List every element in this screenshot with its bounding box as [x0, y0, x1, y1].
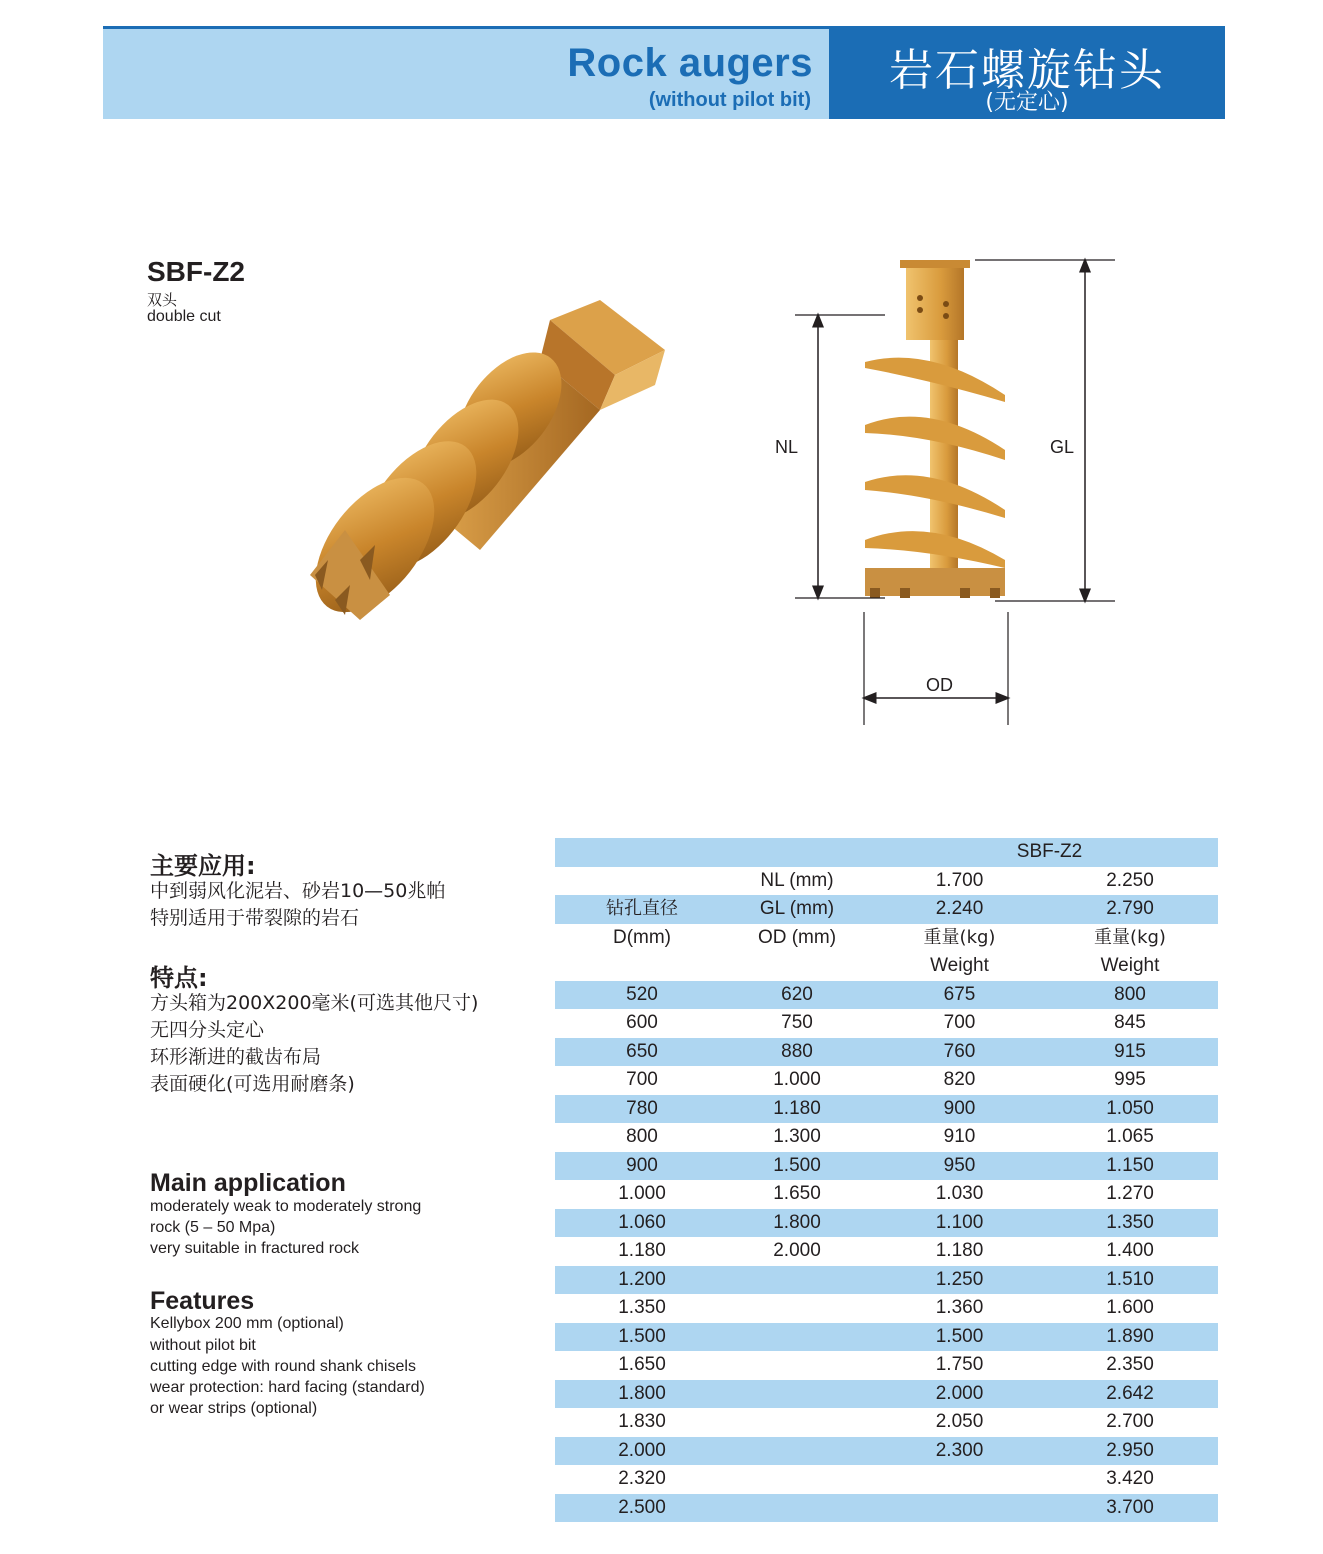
table-cell-d: 1.180 — [618, 1240, 666, 1261]
table-cell-od — [722, 1465, 872, 1494]
features-line: wear protection: hard facing (standard) — [150, 1379, 425, 1396]
weight-en-header-b: Weight — [1100, 955, 1160, 976]
table-cell-weight-a: 700 — [943, 1012, 976, 1033]
table-cell-od — [722, 1408, 872, 1437]
table-cell-d: 600 — [626, 1012, 658, 1033]
table-cell-weight-a: 1.360 — [935, 1297, 984, 1318]
table-cell-weight-a: 1.100 — [935, 1211, 984, 1233]
nl-value-b: 2.250 — [1106, 869, 1154, 891]
nl-label: NL — [775, 437, 799, 457]
main-application-line: very suitable in fractured rock — [150, 1240, 359, 1257]
table-cell-d: 520 — [626, 983, 658, 1005]
header-left-panel — [103, 26, 829, 119]
features-cn-line: 表面硬化(可选用耐磨条) — [150, 1073, 355, 1095]
table-cell-weight-b: 2.350 — [1106, 1354, 1154, 1375]
features-cn-title: 特点: — [150, 964, 208, 992]
page-subtitle-en: (without pilot bit) — [648, 89, 811, 111]
features-cn-line: 环形渐进的截齿布局 — [150, 1046, 322, 1068]
table-cell-od: 1.650 — [773, 1183, 821, 1204]
table-cell-od — [722, 1294, 872, 1323]
main-application-line: moderately weak to moderately strong — [150, 1198, 422, 1215]
table-row — [555, 1066, 1218, 1095]
spec-table — [555, 838, 1218, 1522]
table-cell-d: 650 — [626, 1040, 658, 1062]
table-cell-od — [722, 1494, 872, 1523]
table-title: SBF-Z2 — [1016, 841, 1083, 862]
gl-value-a: 2.240 — [935, 898, 984, 919]
table-cell-d: 800 — [626, 1126, 658, 1147]
application-cn-title: 主要应用: — [150, 852, 256, 880]
table-row — [555, 1323, 1218, 1352]
table-cell-weight-b: 1.400 — [1106, 1240, 1154, 1261]
application-cn-line: 中到弱风化泥岩、砂岩10—50兆帕 — [150, 880, 446, 902]
table-cell-d: 1.000 — [618, 1183, 666, 1204]
model-type-en: double cut — [147, 308, 221, 325]
table-header-row — [555, 924, 1218, 953]
table-cell-od: 1.800 — [773, 1211, 821, 1233]
table-cell-d: 2.000 — [618, 1439, 666, 1461]
table-cell-weight-b: 915 — [1114, 1040, 1146, 1062]
table-cell-weight-a — [887, 1465, 1032, 1494]
gl-header: GL (mm) — [759, 898, 835, 919]
table-header-row — [555, 952, 1218, 981]
table-cell-weight-a: 1.250 — [935, 1268, 984, 1290]
table-cell-od — [722, 1323, 872, 1352]
gl-label: GL — [1050, 437, 1075, 457]
gl-value-b: 2.790 — [1106, 898, 1154, 919]
table-cell-weight-a — [887, 1494, 1032, 1523]
table-cell-weight-b: 1.270 — [1106, 1183, 1154, 1204]
table-cell-weight-a: 1.180 — [935, 1240, 984, 1261]
table-row — [555, 1380, 1218, 1409]
table-cell-weight-a: 910 — [943, 1126, 976, 1147]
table-cell-d: 700 — [626, 1069, 658, 1090]
features-line: without pilot bit — [150, 1337, 256, 1354]
table-cell-d: 1.350 — [618, 1297, 666, 1318]
table-cell-od: 1.500 — [773, 1154, 821, 1176]
table-cell-weight-b: 995 — [1114, 1069, 1146, 1090]
table-row — [555, 1095, 1218, 1124]
nl-value-a: 1.700 — [935, 869, 984, 891]
table-cell-weight-b: 845 — [1114, 1012, 1146, 1033]
table-row — [555, 1180, 1218, 1209]
table-row — [555, 1494, 1218, 1523]
table-cell-od: 1.000 — [773, 1069, 821, 1090]
features-line: Kellybox 200 mm (optional) — [150, 1315, 344, 1332]
table-cell-weight-b: 1.065 — [1106, 1126, 1154, 1147]
weight-cn-header-a: 重量(kg) — [923, 926, 996, 948]
table-cell-od: 880 — [781, 1040, 813, 1062]
table-cell-od — [722, 1351, 872, 1380]
page-title-en: Rock augers — [567, 41, 813, 85]
features-line: cutting edge with round shank chisels — [150, 1358, 416, 1375]
nl-header: NL (mm) — [760, 869, 834, 891]
weight-cn-header-b: 重量(kg) — [1094, 926, 1166, 948]
table-cell-weight-b: 3.700 — [1106, 1496, 1154, 1518]
features-cn-line: 方头箱为200X200毫米(可选其他尺寸) — [150, 992, 479, 1014]
table-cell-weight-a: 2.050 — [935, 1411, 984, 1432]
table-title-row — [555, 838, 1218, 867]
table-cell-od — [722, 1380, 872, 1409]
application-cn-line: 特别适用于带裂隙的岩石 — [150, 907, 360, 929]
od-label: OD — [926, 675, 953, 695]
table-row — [555, 1351, 1218, 1380]
table-cell-d: 1.500 — [618, 1325, 666, 1347]
header-banner — [103, 26, 1225, 119]
table-header-row — [555, 895, 1218, 924]
features-cn-line: 无四分头定心 — [150, 1019, 265, 1041]
table-cell-weight-a: 2.300 — [935, 1439, 984, 1461]
table-cell-d: 1.800 — [618, 1382, 666, 1404]
d-header: D(mm) — [612, 926, 672, 948]
table-cell-weight-b: 1.050 — [1106, 1097, 1154, 1119]
table-cell-weight-a: 1.030 — [935, 1183, 984, 1204]
features-line: or wear strips (optional) — [150, 1400, 318, 1417]
page-subtitle-cn: (无定心) — [985, 90, 1069, 115]
page-title-cn: 岩石螺旋钻头 — [889, 45, 1165, 96]
auger-perspective-image — [300, 300, 670, 630]
table-cell-od — [722, 1437, 872, 1466]
table-row — [555, 1266, 1218, 1295]
table-cell-od: 620 — [781, 983, 813, 1005]
table-cell-weight-a: 950 — [943, 1154, 976, 1176]
table-cell-d: 900 — [626, 1154, 658, 1176]
table-cell-weight-b: 800 — [1114, 983, 1146, 1005]
table-cell-od — [722, 1266, 872, 1295]
features-title: Features — [150, 1287, 255, 1315]
table-row — [555, 1237, 1218, 1266]
table-cell-weight-a: 760 — [943, 1040, 976, 1062]
auger-dimension-diagram — [760, 250, 1130, 730]
table-cell-weight-a: 1.500 — [935, 1325, 984, 1347]
weight-en-header-a: Weight — [930, 955, 989, 976]
table-row — [555, 1009, 1218, 1038]
table-row — [555, 1408, 1218, 1437]
main-application-line: rock (5 – 50 Mpa) — [150, 1219, 276, 1236]
table-cell-d: 2.500 — [618, 1496, 666, 1518]
main-application-title: Main application — [150, 1169, 346, 1197]
table-row — [555, 1465, 1218, 1494]
table-cell-d: 780 — [626, 1097, 658, 1119]
table-row — [555, 1038, 1218, 1067]
model-name: SBF-Z2 — [147, 256, 245, 287]
table-cell-d: 2.320 — [618, 1468, 666, 1489]
table-cell-weight-a: 2.000 — [935, 1382, 984, 1404]
table-cell-weight-b: 1.350 — [1106, 1211, 1154, 1233]
table-cell-od: 1.300 — [773, 1126, 821, 1147]
table-cell-weight-a: 820 — [943, 1069, 976, 1090]
header-right-panel — [829, 26, 1225, 119]
table-cell-weight-a: 900 — [943, 1097, 976, 1119]
table-cell-weight-b: 1.600 — [1106, 1297, 1154, 1318]
table-cell-weight-b: 1.890 — [1106, 1325, 1154, 1347]
table-cell-weight-b: 2.950 — [1106, 1439, 1154, 1461]
table-row — [555, 1294, 1218, 1323]
table-row — [555, 1437, 1218, 1466]
table-cell-od: 2.000 — [773, 1240, 821, 1261]
table-cell-od: 1.180 — [773, 1097, 821, 1119]
table-cell-d: 1.200 — [618, 1268, 666, 1290]
table-header-row — [555, 867, 1218, 896]
table-cell-weight-a: 1.750 — [935, 1354, 984, 1375]
table-cell-d: 1.060 — [618, 1211, 666, 1233]
table-cell-weight-b: 1.510 — [1106, 1268, 1154, 1290]
table-cell-weight-b: 1.150 — [1106, 1154, 1154, 1176]
table-cell-weight-a: 675 — [943, 983, 976, 1005]
table-row — [555, 1123, 1218, 1152]
table-row — [555, 1209, 1218, 1238]
table-cell-weight-b: 2.642 — [1106, 1382, 1154, 1404]
table-cell-od: 750 — [781, 1012, 813, 1033]
table-cell-weight-b: 3.420 — [1106, 1468, 1154, 1489]
table-cell-d: 1.830 — [618, 1411, 666, 1432]
table-row — [555, 981, 1218, 1010]
model-type-cn: 双头 — [147, 292, 178, 309]
table-cell-weight-b: 2.700 — [1106, 1411, 1154, 1432]
table-body — [555, 981, 1218, 1523]
table-row — [555, 1152, 1218, 1181]
table-cell-d: 1.650 — [618, 1354, 666, 1375]
drill-diameter-cn-header: 钻孔直径 — [606, 898, 678, 919]
od-header: OD (mm) — [757, 926, 837, 948]
